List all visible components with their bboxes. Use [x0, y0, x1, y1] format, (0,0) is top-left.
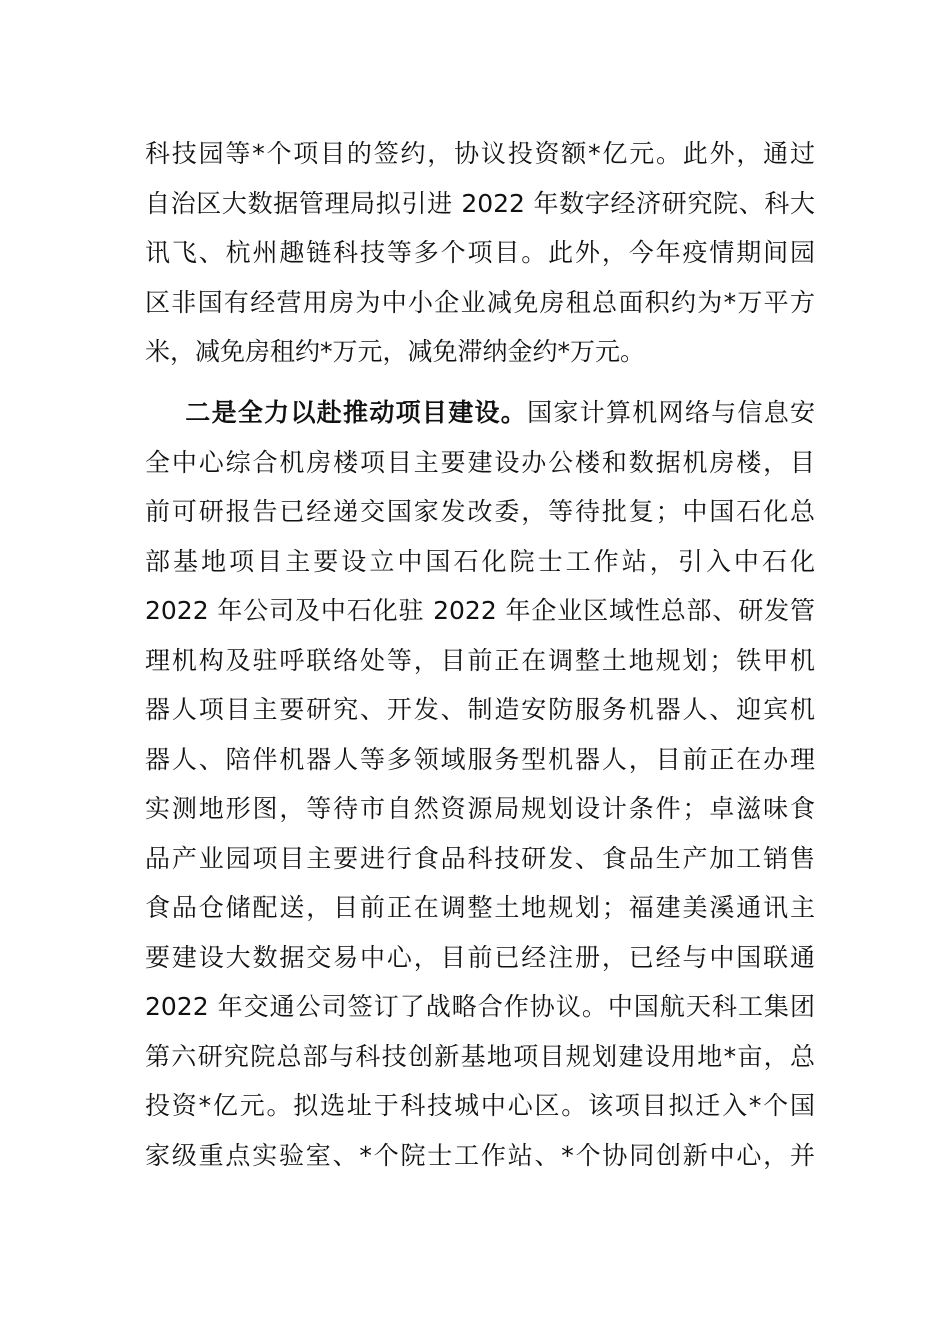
paragraph-2-line: 品产业园项目主要进行食品科技研发、食品生产加工销售: [145, 843, 815, 873]
paragraph-2-line: 要建设大数据交易中心，目前已经注册，已经与中国联通: [145, 942, 815, 972]
paragraph-2-line: 2022 年交通公司签订了战略合作协议。中国航天科工集团: [145, 992, 815, 1021]
paragraph-2-first-line-text: 国家计算机网络与信息安: [527, 398, 815, 427]
paragraph-2-line: 器人、陪伴机器人等多领域服务型机器人，目前正在办理: [145, 744, 815, 774]
paragraph-2-line: 器人项目主要研究、开发、制造安防服务机器人、迎宾机: [145, 695, 815, 724]
paragraph-2-line: 前可研报告已经递交国家发改委，等待批复；中国石化总: [145, 497, 815, 526]
paragraph-1-line: 米，减免房租约*万元，减免滞纳金约*万元。: [145, 337, 646, 366]
paragraph-1-line: 区非国有经营用房为中小企业减免房租总面积约为*万平方: [145, 287, 815, 317]
paragraph-2-line: 家级重点实验室、*个院士工作站、*个协同创新中心，并: [145, 1140, 815, 1170]
paragraph-2: [145, 388, 815, 1180]
paragraph-1-line: 讯飞、杭州趣链科技等多个项目。此外，今年疫情期间园: [145, 238, 815, 267]
paragraph-2-lead: 二是全力以赴推动项目建设。: [184, 398, 528, 427]
paragraph-1: [145, 129, 815, 377]
paragraph-1-line: 科技园等*个项目的签约，协议投资额*亿元。此外，通过: [145, 139, 815, 168]
paragraph-2-line: 部基地项目主要设立中国石化院士工作站，引入中石化: [145, 546, 815, 576]
paragraph-2-line: 第六研究院总部与科技创新基地项目规划建设用地*亩，总: [145, 1041, 815, 1071]
paragraph-2-line: 实测地形图，等待市自然资源局规划设计条件；卓滋味食: [145, 794, 815, 823]
paragraph-2-line: 全中心综合机房楼项目主要建设办公楼和数据机房楼，目: [145, 447, 815, 477]
paragraph-2-line: 食品仓储配送，目前正在调整土地规划；福建美溪通讯主: [145, 893, 815, 922]
paragraph-2-line: 2022 年公司及中石化驻 2022 年企业区域性总部、研发管: [145, 596, 815, 625]
paragraph-2-first-line: [145, 388, 815, 438]
paragraph-2-line: 投资*亿元。拟选址于科技城中心区。该项目拟迁入*个国: [145, 1091, 815, 1120]
paragraph-1-line: 自治区大数据管理局拟引进 2022 年数字经济研究院、科大: [145, 188, 815, 218]
paragraph-2-line: 理机构及驻呼联络处等，目前正在调整土地规划；铁甲机: [145, 645, 815, 675]
